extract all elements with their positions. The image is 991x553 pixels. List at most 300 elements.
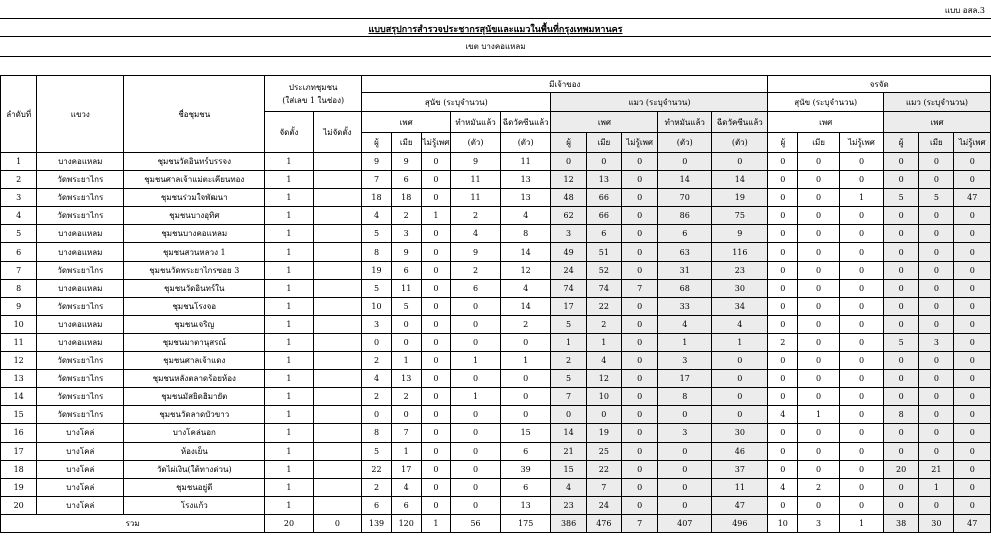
- owned-dog-female: 2: [391, 388, 421, 406]
- owned-dog-unknown: 0: [421, 297, 451, 315]
- stray-dog-unknown: 0: [839, 442, 883, 460]
- owned-cat-unknown: 0: [621, 225, 657, 243]
- row-no: 14: [1, 388, 37, 406]
- row-unreg: [313, 424, 361, 442]
- header-owned-cats-vaccinated: ฉีดวัคซีนแล้ว: [712, 112, 768, 133]
- owned-cat-female: 1: [586, 333, 621, 351]
- owned-cat-female: 22: [586, 460, 621, 478]
- stray-cat-male: 0: [884, 171, 919, 189]
- owned-cat-sterilized: 3: [658, 352, 712, 370]
- owned-dog-vaccinated: 6: [500, 442, 551, 460]
- header-unit: (ตัว): [500, 133, 551, 153]
- owned-cat-male: 17: [551, 297, 586, 315]
- stray-dog-female: 0: [798, 189, 840, 207]
- owned-cat-male: 5: [551, 315, 586, 333]
- header-owned-cats: แมว (ระบุจำนวน): [551, 93, 768, 112]
- stray-dog-unknown: 0: [839, 496, 883, 514]
- row-community: ชุมชนอยู่ดี: [124, 478, 265, 496]
- owned-dog-female: 11: [391, 279, 421, 297]
- owned-cat-unknown: 0: [621, 333, 657, 351]
- owned-dog-sterilized: 0: [451, 370, 501, 388]
- total-oc-s: 407: [658, 514, 712, 532]
- owned-dog-male: 10: [362, 297, 392, 315]
- owned-dog-unknown: 0: [421, 153, 451, 171]
- owned-cat-vaccinated: 34: [712, 297, 768, 315]
- row-community: ชุมชนบางคอแหลม: [124, 225, 265, 243]
- owned-cat-female: 0: [586, 153, 621, 171]
- stray-dog-male: 0: [768, 370, 798, 388]
- table-row: [1, 496, 991, 514]
- stray-cat-female: 0: [919, 243, 954, 261]
- stray-dog-unknown: 0: [839, 153, 883, 171]
- stray-cat-unknown: 0: [954, 424, 991, 442]
- header-owned-cats-sterilized: ทำหมันแล้ว: [658, 112, 712, 133]
- stray-cat-male: 0: [884, 370, 919, 388]
- header-unit: (ตัว): [658, 133, 712, 153]
- owned-cat-male: 74: [551, 279, 586, 297]
- owned-cat-male: 62: [551, 207, 586, 225]
- stray-cat-unknown: 47: [954, 189, 991, 207]
- row-no: 10: [1, 315, 37, 333]
- owned-cat-vaccinated: 37: [712, 460, 768, 478]
- owned-dog-female: 0: [391, 333, 421, 351]
- owned-cat-sterilized: 3: [658, 424, 712, 442]
- header-stray-dogs-sex: เพศ: [768, 112, 884, 133]
- row-subdistrict: วัดพระยาไกร: [37, 261, 124, 279]
- table-row: [1, 225, 991, 243]
- total-od-f: 120: [391, 514, 421, 532]
- row-reg: 1: [265, 243, 313, 261]
- totals-label: รวม: [1, 514, 265, 532]
- row-unreg: [313, 189, 361, 207]
- owned-dog-male: 9: [362, 153, 392, 171]
- header-community-type: [265, 76, 362, 112]
- owned-cat-vaccinated: 4: [712, 315, 768, 333]
- header-registered: จัดตั้ง: [265, 112, 313, 153]
- header-owned-dogs: สุนัข (ระบุจำนวน): [362, 93, 551, 112]
- owned-dog-sterilized: 0: [451, 315, 501, 333]
- owned-dog-female: 6: [391, 171, 421, 189]
- table-row: [1, 370, 991, 388]
- owned-dog-sterilized: 0: [451, 478, 501, 496]
- stray-dog-unknown: 0: [839, 370, 883, 388]
- owned-cat-unknown: 0: [621, 261, 657, 279]
- row-unreg: [313, 370, 361, 388]
- owned-dog-sterilized: 4: [451, 225, 501, 243]
- row-community: วัดไผ่เงิน(ใต้ทางด่วน): [124, 460, 265, 478]
- row-subdistrict: บางคอแหลม: [37, 243, 124, 261]
- owned-cat-female: 74: [586, 279, 621, 297]
- owned-dog-sterilized: 0: [451, 424, 501, 442]
- owned-cat-sterilized: 86: [658, 207, 712, 225]
- stray-cat-unknown: 0: [954, 171, 991, 189]
- owned-dog-unknown: 0: [421, 442, 451, 460]
- stray-cat-unknown: 0: [954, 460, 991, 478]
- row-reg: 1: [265, 225, 313, 243]
- owned-dog-unknown: 0: [421, 478, 451, 496]
- stray-dog-male: 2: [768, 333, 798, 351]
- owned-dog-unknown: 0: [421, 171, 451, 189]
- header-male: ผู้: [768, 133, 798, 153]
- owned-cat-female: 19: [586, 424, 621, 442]
- stray-cat-female: 0: [919, 370, 954, 388]
- table-row: [1, 261, 991, 279]
- stray-cat-unknown: 0: [954, 442, 991, 460]
- stray-cat-female: 0: [919, 153, 954, 171]
- header-unknown-sex: ไม่รู้เพศ: [954, 133, 991, 153]
- owned-cat-unknown: 0: [621, 189, 657, 207]
- owned-cat-male: 15: [551, 460, 586, 478]
- header-owned-dogs-sex: เพศ: [362, 112, 451, 133]
- row-subdistrict: บางโคล่: [37, 478, 124, 496]
- stray-dog-male: 0: [768, 279, 798, 297]
- stray-dog-female: 0: [798, 424, 840, 442]
- owned-dog-sterilized: 2: [451, 261, 501, 279]
- stray-cat-female: 0: [919, 424, 954, 442]
- owned-cat-sterilized: 6: [658, 225, 712, 243]
- owned-dog-unknown: 0: [421, 333, 451, 351]
- row-unreg: [313, 297, 361, 315]
- row-no: 7: [1, 261, 37, 279]
- row-reg: 1: [265, 352, 313, 370]
- row-unreg: [313, 207, 361, 225]
- owned-dog-unknown: 0: [421, 388, 451, 406]
- stray-cat-male: 0: [884, 388, 919, 406]
- owned-cat-female: 52: [586, 261, 621, 279]
- header-unregistered: ไม่จัดตั้ง: [313, 112, 361, 153]
- stray-cat-male: 8: [884, 406, 919, 424]
- form-code: แบบ อสล.3: [944, 6, 985, 15]
- owned-cat-unknown: 0: [621, 388, 657, 406]
- row-community: ชุมชนวัดลาดบัวขาว: [124, 406, 265, 424]
- stray-cat-unknown: 0: [954, 225, 991, 243]
- total-reg: 20: [265, 514, 313, 532]
- row-subdistrict: วัดพระยาไกร: [37, 297, 124, 315]
- community-type-note: (ใส่เลข 1 ในช่อง): [282, 95, 345, 105]
- owned-dog-female: 6: [391, 261, 421, 279]
- stray-dog-unknown: 0: [839, 279, 883, 297]
- row-unreg: [313, 333, 361, 351]
- owned-cat-male: 1: [551, 333, 586, 351]
- stray-cat-male: 0: [884, 442, 919, 460]
- stray-dog-male: 0: [768, 171, 798, 189]
- owned-dog-unknown: 1: [421, 207, 451, 225]
- owned-dog-male: 5: [362, 442, 392, 460]
- owned-dog-female: 6: [391, 496, 421, 514]
- table-row: [1, 243, 991, 261]
- stray-cat-female: 0: [919, 171, 954, 189]
- community-type-label: ประเภทชุมชน: [288, 82, 338, 92]
- owned-dog-unknown: 0: [421, 460, 451, 478]
- owned-cat-male: 0: [551, 406, 586, 424]
- row-community: ชุมชนวัดอินทร์บรรจง: [124, 153, 265, 171]
- stray-dog-unknown: 0: [839, 207, 883, 225]
- sheet-row-line: [0, 56, 991, 57]
- owned-dog-female: 17: [391, 460, 421, 478]
- stray-dog-male: 4: [768, 406, 798, 424]
- owned-cat-vaccinated: 116: [712, 243, 768, 261]
- owned-dog-sterilized: 11: [451, 189, 501, 207]
- stray-cat-male: 0: [884, 225, 919, 243]
- stray-cat-unknown: 0: [954, 297, 991, 315]
- owned-cat-unknown: 0: [621, 370, 657, 388]
- owned-cat-sterilized: 70: [658, 189, 712, 207]
- stray-cat-male: 0: [884, 496, 919, 514]
- stray-dog-female: 0: [798, 279, 840, 297]
- owned-cat-male: 24: [551, 261, 586, 279]
- stray-dog-unknown: 0: [839, 424, 883, 442]
- row-reg: 1: [265, 207, 313, 225]
- owned-dog-sterilized: 11: [451, 171, 501, 189]
- owned-dog-sterilized: 6: [451, 279, 501, 297]
- header-no: ลำดับที่: [1, 76, 37, 153]
- owned-cat-sterilized: 0: [658, 442, 712, 460]
- owned-cat-unknown: 0: [621, 406, 657, 424]
- owned-cat-male: 48: [551, 189, 586, 207]
- header-stray: จรจัด: [768, 76, 991, 93]
- owned-dog-sterilized: 1: [451, 352, 501, 370]
- owned-dog-vaccinated: 13: [500, 171, 551, 189]
- owned-cat-female: 66: [586, 207, 621, 225]
- row-subdistrict: บางโคล่: [37, 496, 124, 514]
- stray-cat-female: 3: [919, 333, 954, 351]
- row-community: ชุมชนศาลเจ้าแดง: [124, 352, 265, 370]
- row-reg: 1: [265, 279, 313, 297]
- table-row: [1, 388, 991, 406]
- stray-cat-male: 5: [884, 189, 919, 207]
- owned-cat-unknown: 7: [621, 279, 657, 297]
- stray-dog-male: 0: [768, 189, 798, 207]
- stray-dog-male: 4: [768, 478, 798, 496]
- header-unknown-sex: ไม่รู้เพศ: [621, 133, 657, 153]
- owned-cat-male: 12: [551, 171, 586, 189]
- row-no: 11: [1, 333, 37, 351]
- header-male: ผู้: [362, 133, 392, 153]
- row-subdistrict: วัดพระยาไกร: [37, 171, 124, 189]
- stray-dog-unknown: 0: [839, 261, 883, 279]
- row-no: 17: [1, 442, 37, 460]
- table-row: [1, 171, 991, 189]
- owned-dog-male: 2: [362, 388, 392, 406]
- header-subdistrict: แขวง: [37, 76, 124, 153]
- row-community: ชุมชนวัดพระยาไกรซอย 3: [124, 261, 265, 279]
- table-row: [1, 478, 991, 496]
- stray-dog-female: 0: [798, 207, 840, 225]
- row-community: ชุมชนวัดอินทร์ใน: [124, 279, 265, 297]
- stray-cat-male: 0: [884, 424, 919, 442]
- stray-dog-male: 0: [768, 297, 798, 315]
- stray-dog-male: 0: [768, 442, 798, 460]
- stray-dog-female: 0: [798, 315, 840, 333]
- row-community: ชุมชนสวนหลวง 1: [124, 243, 265, 261]
- owned-dog-female: 0: [391, 315, 421, 333]
- total-sd-u: 1: [839, 514, 883, 532]
- sheet-row-line: [0, 36, 991, 37]
- row-community: ชุมชนมาตานุสรณ์: [124, 333, 265, 351]
- row-community: ชุมชนร่วมใจพัฒนา: [124, 189, 265, 207]
- total-od-v: 175: [500, 514, 551, 532]
- owned-cat-sterilized: 17: [658, 370, 712, 388]
- stray-cat-unknown: 0: [954, 153, 991, 171]
- row-unreg: [313, 153, 361, 171]
- row-community: ชุมชนเจริญ: [124, 315, 265, 333]
- row-subdistrict: วัดพระยาไกร: [37, 189, 124, 207]
- stray-dog-unknown: 0: [839, 352, 883, 370]
- stray-cat-unknown: 0: [954, 496, 991, 514]
- owned-dog-sterilized: 0: [451, 406, 501, 424]
- owned-cat-male: 21: [551, 442, 586, 460]
- owned-cat-sterilized: 68: [658, 279, 712, 297]
- stray-dog-male: 0: [768, 207, 798, 225]
- row-no: 19: [1, 478, 37, 496]
- row-subdistrict: บางโคล่: [37, 442, 124, 460]
- owned-dog-male: 0: [362, 333, 392, 351]
- owned-dog-vaccinated: 11: [500, 153, 551, 171]
- owned-dog-unknown: 0: [421, 406, 451, 424]
- row-subdistrict: บางโคล่: [37, 460, 124, 478]
- header-female: เมีย: [919, 133, 954, 153]
- survey-table: [0, 75, 991, 533]
- row-no: 15: [1, 406, 37, 424]
- owned-cat-unknown: 0: [621, 171, 657, 189]
- owned-dog-female: 5: [391, 297, 421, 315]
- owned-cat-male: 0: [551, 153, 586, 171]
- owned-dog-male: 8: [362, 424, 392, 442]
- row-reg: 1: [265, 442, 313, 460]
- stray-cat-female: 0: [919, 442, 954, 460]
- owned-cat-male: 5: [551, 370, 586, 388]
- owned-dog-female: 3: [391, 225, 421, 243]
- table-row: [1, 352, 991, 370]
- owned-cat-sterilized: 33: [658, 297, 712, 315]
- owned-cat-unknown: 0: [621, 297, 657, 315]
- row-community: ชุมชนศาลเจ้าแม่ตะเคียนทอง: [124, 171, 265, 189]
- row-subdistrict: วัดพระยาไกร: [37, 388, 124, 406]
- stray-dog-female: 0: [798, 460, 840, 478]
- header-unknown-sex: ไม่รู้เพศ: [839, 133, 883, 153]
- stray-cat-unknown: 0: [954, 333, 991, 351]
- owned-dog-female: 4: [391, 478, 421, 496]
- owned-cat-vaccinated: 0: [712, 388, 768, 406]
- stray-dog-male: 0: [768, 153, 798, 171]
- row-subdistrict: บางคอแหลม: [37, 315, 124, 333]
- owned-cat-unknown: 0: [621, 460, 657, 478]
- stray-cat-unknown: 0: [954, 279, 991, 297]
- owned-cat-unknown: 0: [621, 243, 657, 261]
- row-reg: 1: [265, 406, 313, 424]
- stray-dog-unknown: 0: [839, 225, 883, 243]
- stray-cat-male: 0: [884, 352, 919, 370]
- table-row: [1, 297, 991, 315]
- owned-cat-sterilized: 14: [658, 171, 712, 189]
- row-reg: 1: [265, 478, 313, 496]
- stray-dog-male: 0: [768, 388, 798, 406]
- owned-cat-vaccinated: 11: [712, 478, 768, 496]
- header-stray-dogs: สุนัข (ระบุจำนวน): [768, 93, 884, 112]
- owned-dog-vaccinated: 0: [500, 406, 551, 424]
- owned-dog-vaccinated: 13: [500, 189, 551, 207]
- owned-dog-female: 1: [391, 442, 421, 460]
- owned-cat-vaccinated: 0: [712, 153, 768, 171]
- stray-cat-unknown: 0: [954, 388, 991, 406]
- totals-row: [1, 514, 991, 532]
- row-no: 3: [1, 189, 37, 207]
- owned-dog-male: 0: [362, 406, 392, 424]
- stray-cat-female: 0: [919, 225, 954, 243]
- stray-dog-female: 0: [798, 171, 840, 189]
- stray-cat-female: 1: [919, 478, 954, 496]
- row-reg: 1: [265, 153, 313, 171]
- stray-cat-unknown: 0: [954, 406, 991, 424]
- table-row: [1, 406, 991, 424]
- stray-cat-male: 0: [884, 207, 919, 225]
- stray-dog-male: 0: [768, 424, 798, 442]
- stray-cat-female: 0: [919, 261, 954, 279]
- stray-cat-unknown: 0: [954, 207, 991, 225]
- row-unreg: [313, 171, 361, 189]
- row-unreg: [313, 352, 361, 370]
- owned-dog-unknown: 0: [421, 261, 451, 279]
- row-subdistrict: บางคอแหลม: [37, 153, 124, 171]
- owned-dog-unknown: 0: [421, 279, 451, 297]
- stray-cat-male: 0: [884, 153, 919, 171]
- owned-cat-vaccinated: 1: [712, 333, 768, 351]
- owned-dog-sterilized: 0: [451, 333, 501, 351]
- stray-dog-unknown: 0: [839, 315, 883, 333]
- row-reg: 1: [265, 171, 313, 189]
- stray-dog-female: 0: [798, 388, 840, 406]
- owned-dog-male: 7: [362, 171, 392, 189]
- owned-cat-vaccinated: 30: [712, 424, 768, 442]
- stray-dog-female: 0: [798, 333, 840, 351]
- owned-cat-unknown: 0: [621, 153, 657, 171]
- row-unreg: [313, 225, 361, 243]
- header-female: เมีย: [391, 133, 421, 153]
- owned-dog-female: 13: [391, 370, 421, 388]
- owned-dog-unknown: 0: [421, 315, 451, 333]
- stray-dog-female: 0: [798, 297, 840, 315]
- row-unreg: [313, 442, 361, 460]
- total-unreg: 0: [313, 514, 361, 532]
- row-reg: 1: [265, 460, 313, 478]
- table-row: [1, 153, 991, 171]
- owned-cat-vaccinated: 9: [712, 225, 768, 243]
- owned-cat-unknown: 0: [621, 478, 657, 496]
- stray-dog-unknown: 0: [839, 171, 883, 189]
- owned-dog-male: 3: [362, 315, 392, 333]
- owned-cat-unknown: 0: [621, 442, 657, 460]
- owned-cat-unknown: 0: [621, 424, 657, 442]
- owned-dog-male: 5: [362, 279, 392, 297]
- owned-dog-unknown: 0: [421, 352, 451, 370]
- stray-dog-unknown: 0: [839, 243, 883, 261]
- header-unit: (ตัว): [451, 133, 501, 153]
- owned-cat-male: 23: [551, 496, 586, 514]
- owned-dog-vaccinated: 2: [500, 315, 551, 333]
- stray-dog-male: 0: [768, 261, 798, 279]
- row-no: 9: [1, 297, 37, 315]
- stray-dog-female: 1: [798, 406, 840, 424]
- district-label: เขต บางคอแหลม: [465, 42, 526, 51]
- owned-dog-vaccinated: 0: [500, 370, 551, 388]
- owned-cat-vaccinated: 19: [712, 189, 768, 207]
- row-no: 5: [1, 225, 37, 243]
- owned-cat-female: 66: [586, 189, 621, 207]
- owned-dog-male: 2: [362, 352, 392, 370]
- stray-cat-male: 0: [884, 297, 919, 315]
- owned-cat-sterilized: 0: [658, 153, 712, 171]
- stray-cat-male: 0: [884, 243, 919, 261]
